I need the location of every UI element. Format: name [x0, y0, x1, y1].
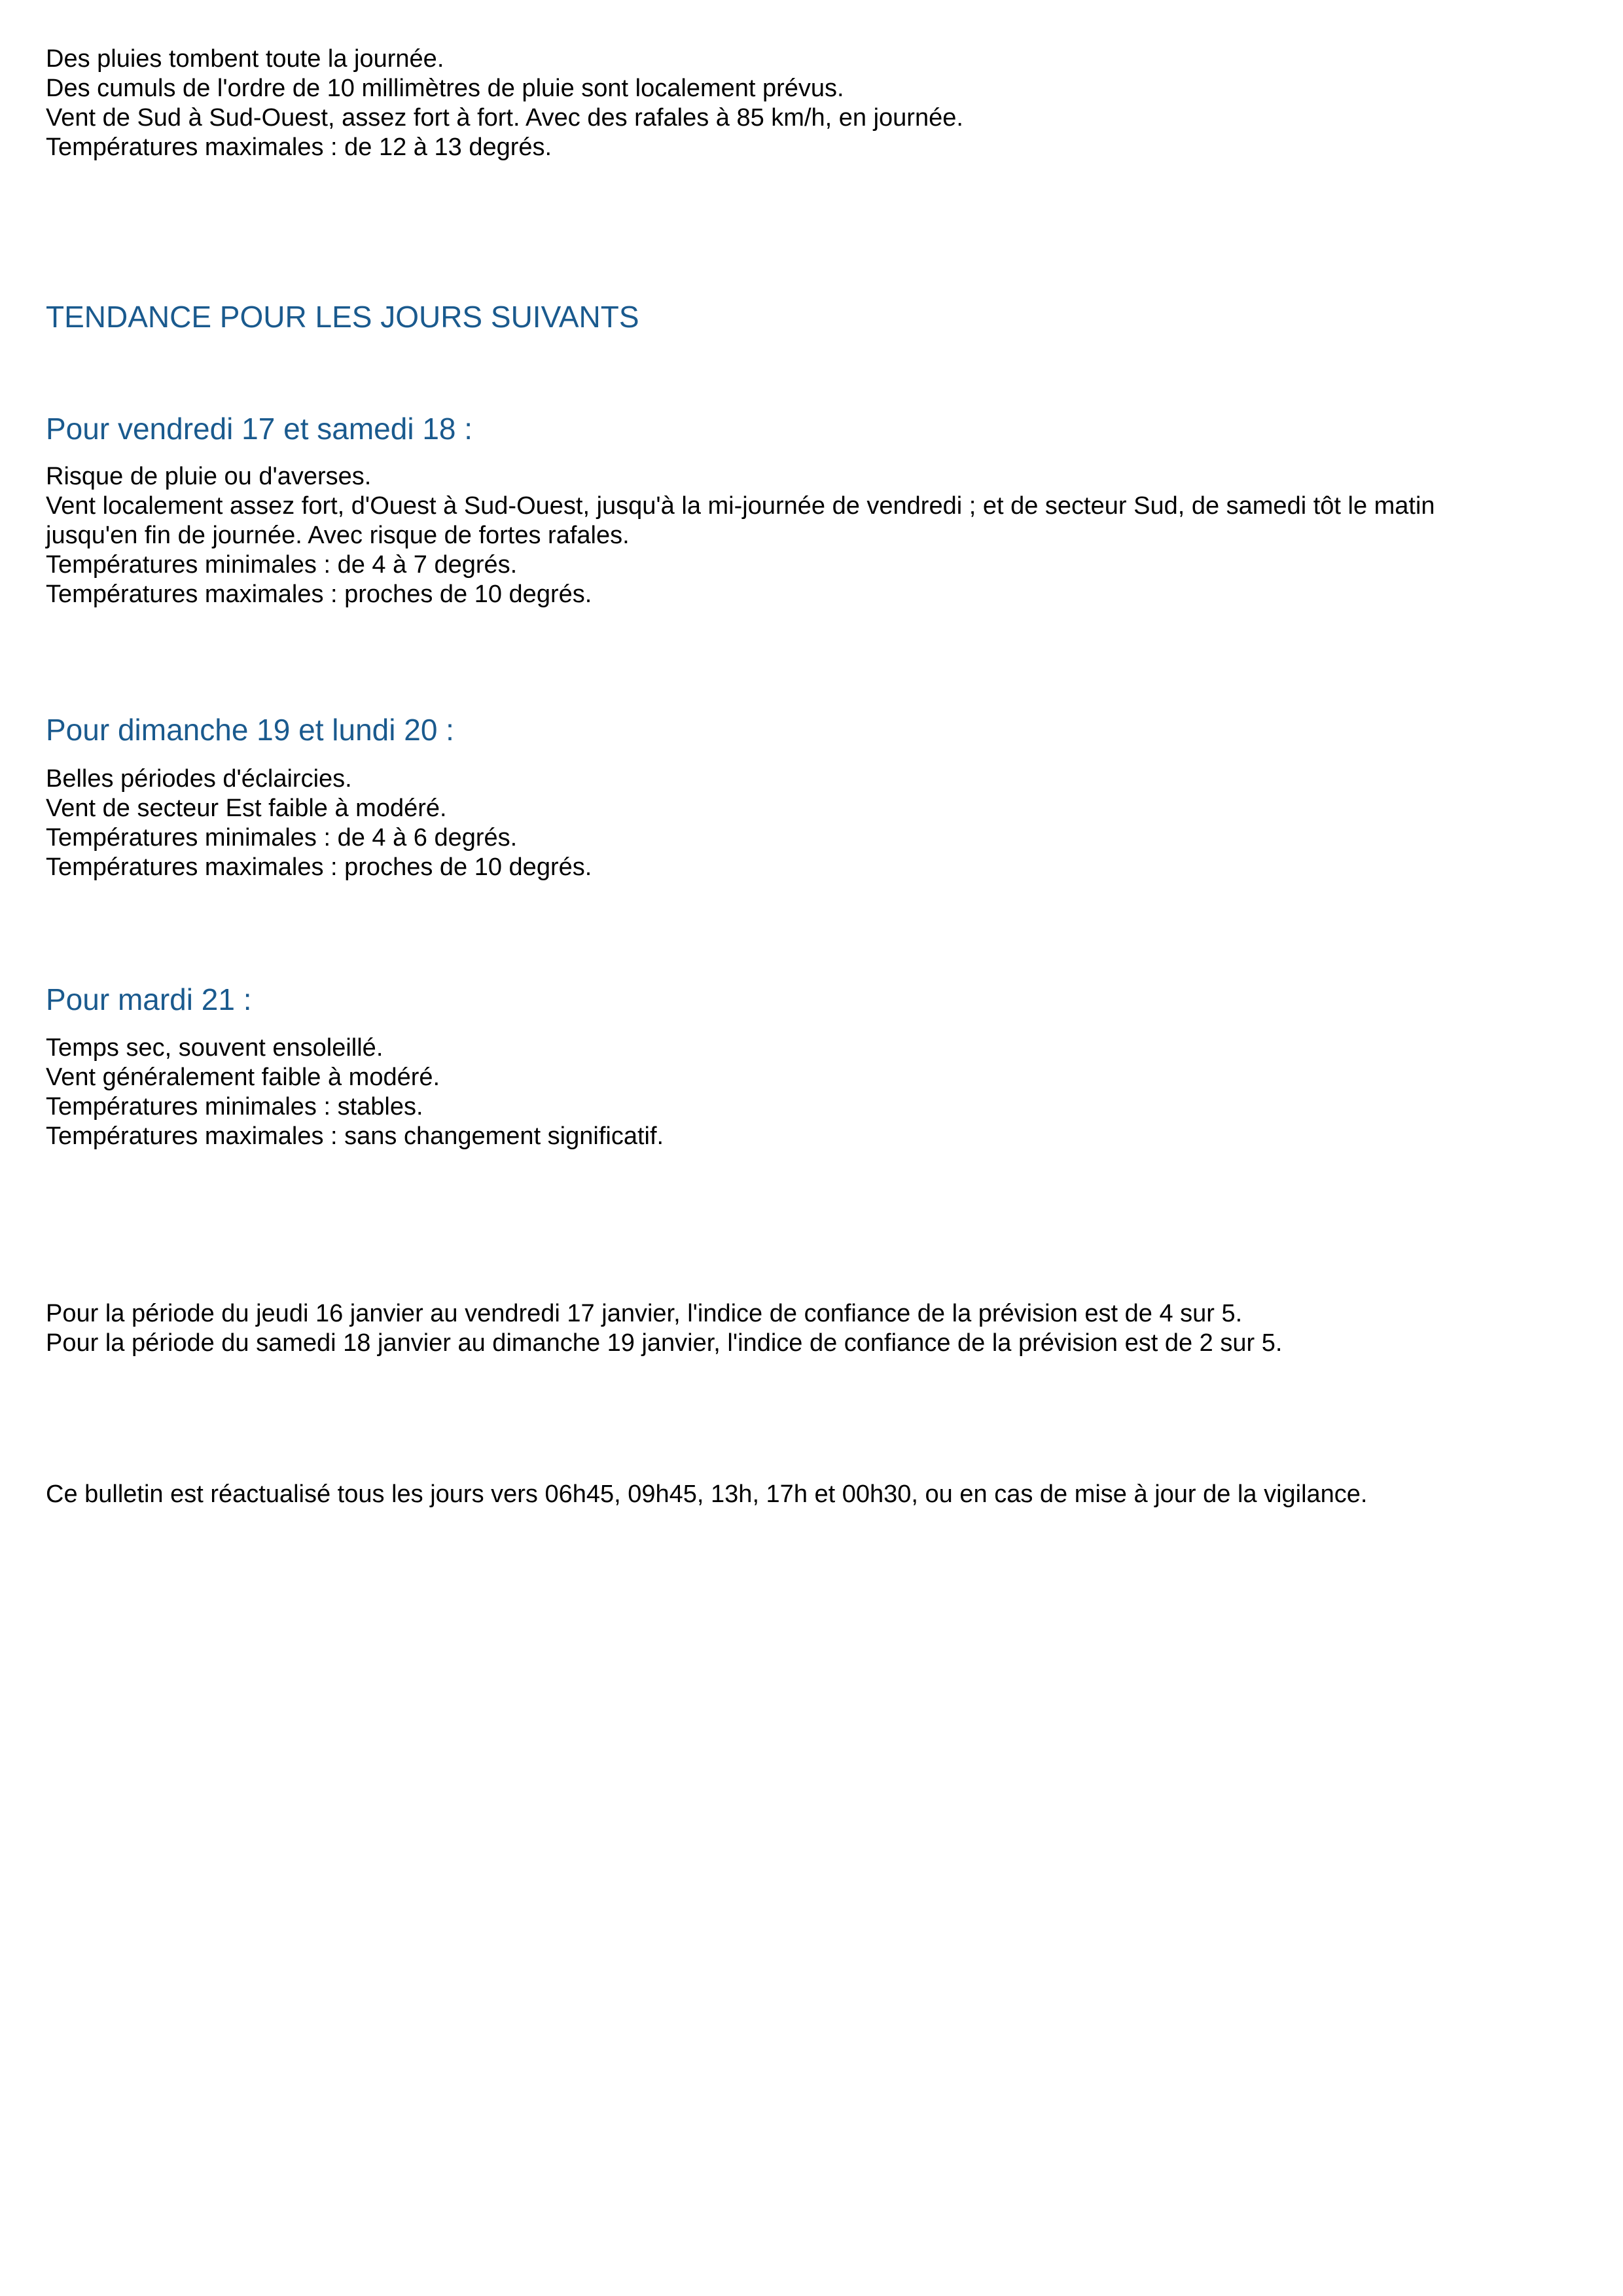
period-heading-block — [46, 410, 1590, 447]
intro-line: Des pluies tombent toute la journée. — [46, 45, 444, 73]
period-line: Belles périodes d'éclaircies. — [46, 765, 352, 793]
period-heading: Pour mardi 21 : — [46, 982, 252, 1016]
update-schedule-note — [46, 1480, 1590, 1509]
confidence-line: Pour la période du samedi 18 janvier au dimanche 19 janvier, l'indice de confiance de la prévision est de 2 sur 5. — [46, 1329, 1283, 1357]
tendance-heading: TENDANCE POUR LES JOURS SUIVANTS — [46, 300, 639, 334]
period-body — [46, 462, 1590, 609]
period-line: Vent localement assez fort, d'Ouest à Sud-Ouest, jusqu'à la mi-journée de vendredi ; et de secteur Sud, de samedi tôt le matin — [46, 492, 1435, 520]
period-line: jusqu'en fin de journée. Avec risque de fortes rafales. — [46, 522, 630, 549]
period-line: Vent de secteur Est faible à modéré. — [46, 795, 447, 822]
period-heading: Pour dimanche 19 et lundi 20 : — [46, 713, 454, 747]
period-line: Températures minimales : de 4 à 6 degrés. — [46, 824, 518, 852]
period-heading-block — [46, 711, 1590, 748]
intro-line: Températures maximales : de 12 à 13 degrés. — [46, 134, 552, 161]
period-line: Températures minimales : stables. — [46, 1093, 423, 1121]
confidence-index — [46, 1299, 1590, 1358]
footer-line: Ce bulletin est réactualisé tous les jours vers 06h45, 09h45, 13h, 17h et 00h30, ou en cas de mise à jour de la vigilance. — [46, 1480, 1368, 1508]
period-line: Températures maximales : proches de 10 degrés. — [46, 581, 592, 608]
period-line: Temps sec, souvent ensoleillé. — [46, 1034, 383, 1062]
intro-line: Des cumuls de l'ordre de 10 millimètres de pluie sont localement prévus. — [46, 75, 844, 102]
confidence-line: Pour la période du jeudi 16 janvier au vendredi 17 janvier, l'indice de confiance de la prévision est de 4 sur 5. — [46, 1300, 1243, 1327]
intro-line: Vent de Sud à Sud-Ouest, assez fort à fort. Avec des rafales à 85 km/h, en journée. — [46, 104, 963, 132]
period-heading-block — [46, 981, 1590, 1018]
period-heading: Pour vendredi 17 et samedi 18 : — [46, 412, 473, 446]
period-line: Vent généralement faible à modéré. — [46, 1064, 440, 1091]
period-line: Températures maximales : proches de 10 degrés. — [46, 853, 592, 881]
intro-forecast — [46, 45, 1590, 162]
tendance-section — [46, 298, 1590, 335]
period-line: Températures maximales : sans changement significatif. — [46, 1122, 664, 1150]
period-line: Risque de pluie ou d'averses. — [46, 463, 372, 490]
period-line: Températures minimales : de 4 à 7 degrés. — [46, 551, 518, 579]
period-body — [46, 764, 1590, 882]
period-body — [46, 1033, 1590, 1151]
